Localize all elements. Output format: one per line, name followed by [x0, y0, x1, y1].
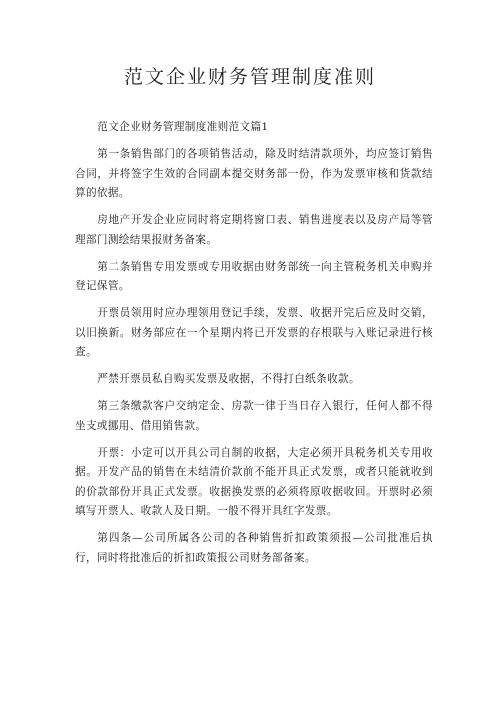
paragraph: 严禁开票员私自购买发票及收据，不得打白纸条收款。 — [97, 373, 360, 385]
paragraph: 第四条—公司所属各公司的各种销售折扣政策须报—公司批准后执行，同时将批准后的折扣政策报公司财务部备案。 — [75, 532, 433, 564]
document-title: 范文企业财务管理制度准则 — [123, 66, 376, 88]
paragraph: 第二条销售专用发票或专用收据由财务部统一向主管税务机关申购并登记保管。 — [75, 260, 433, 292]
paragraph: 房地产开发企业应同时将定期将窗口表、销售进度表以及房产局等管理部门测绘结果报财务备案。 — [75, 214, 433, 246]
paragraph: 开票员领用时应办理领用登记手续，发票、收据开完后应及时交销，以旧换新。财务部应在一个星期内将已开发票的存根联与入账记录进行核查。 — [75, 307, 433, 358]
paragraph: 第一条销售部门的各项销售活动，除及时结清款项外，均应签订销售合同，并将签字生效的合同副本提交财务部一份，作为发票审核和货款结算的依据。 — [75, 148, 433, 199]
document-subtitle: 范文企业财务管理制度准则范文篇1 — [97, 121, 269, 133]
document-body — [75, 118, 433, 576]
paragraph: 第三条缴款客户交纳定金、房款一律于当日存入银行，任何人都不得坐支或挪用、借用销售款。 — [75, 400, 433, 432]
paragraph: 开票：小定可以开具公司自制的收据，大定必须开具税务机关专用收据。开发产品的销售在未结清价款前不能开具正式发票，或者只能就收到的价款部份开具正式发票。收据换发票的必须将原收据收回。开票时必须填写开票人、收款人及日期。一般不得开具红字发票。 — [75, 446, 433, 517]
